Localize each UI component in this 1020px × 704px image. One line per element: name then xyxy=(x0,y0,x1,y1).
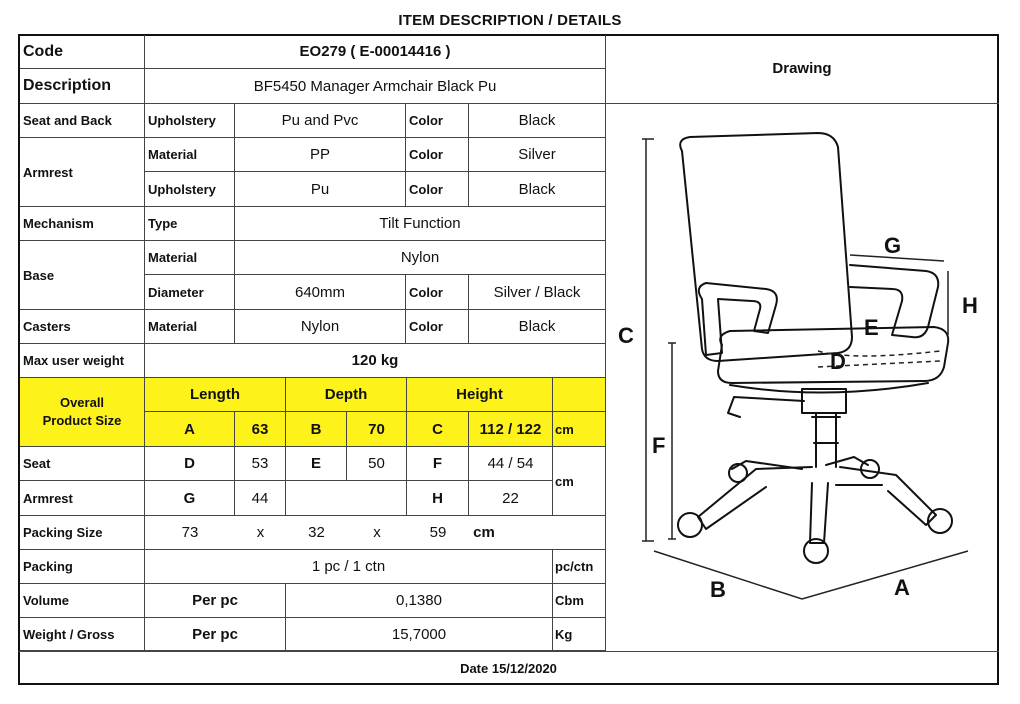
seat-e-label: E xyxy=(286,447,347,481)
armrest-upholstery-color: Black xyxy=(469,172,606,207)
drawing-title: Drawing xyxy=(605,34,999,104)
packing-size-length: 73 xyxy=(145,516,235,550)
overall-length-label: Length xyxy=(145,378,286,412)
drawing-letter-e: E xyxy=(864,315,879,340)
packing-size-unit: cm xyxy=(469,516,499,550)
base-label: Base xyxy=(20,241,145,310)
drawing-letter-h: H xyxy=(962,293,978,318)
seat-back-label: Seat and Back xyxy=(20,104,145,138)
overall-a-value: 63 xyxy=(235,412,286,447)
description-value: BF5450 Manager Armchair Black Pu xyxy=(145,69,606,104)
weight-unit: Kg xyxy=(553,618,606,651)
volume-unit: Cbm xyxy=(553,584,606,618)
armrest-upholstery-field: Upholstery xyxy=(145,172,235,207)
armrest-h-value: 22 xyxy=(469,481,553,516)
overall-b-value: 70 xyxy=(347,412,407,447)
chair-drawing xyxy=(606,105,998,651)
seat-back-field: Upholstery xyxy=(145,104,235,138)
drawing-letter-f: F xyxy=(652,433,666,458)
overall-depth-label: Depth xyxy=(286,378,407,412)
seat-f-label: F xyxy=(407,447,469,481)
volume-per: Per pc xyxy=(145,584,286,618)
packing-size-x1: x xyxy=(235,516,286,550)
armrest-label: Armrest xyxy=(20,138,145,207)
mechanism-value: Tilt Function xyxy=(235,207,606,241)
packing-size-filler xyxy=(499,516,606,550)
document-title: ITEM DESCRIPTION / DETAILS xyxy=(398,12,622,29)
packing-size-x2: x xyxy=(347,516,407,550)
casters-color: Black xyxy=(469,310,606,344)
mechanism-label: Mechanism xyxy=(20,207,145,241)
volume-value: 0,1380 xyxy=(286,584,553,618)
seat-back-value: Pu and Pvc xyxy=(235,104,406,138)
packing-unit: pc/ctn xyxy=(553,550,606,584)
packing-size-label: Packing Size xyxy=(20,516,145,550)
chair-caster-2 xyxy=(928,509,952,533)
chair-backrest xyxy=(680,133,852,361)
drawing-letter-a: A xyxy=(894,575,910,600)
casters-value: Nylon xyxy=(235,310,406,344)
armrest-material-color: Silver xyxy=(469,138,606,172)
base-color-label: Color xyxy=(406,275,469,310)
armrest-upholstery-value: Pu xyxy=(235,172,406,207)
chair-armrest-front xyxy=(699,283,777,355)
base-material-value: Nylon xyxy=(235,241,606,275)
seat-label: Seat xyxy=(20,447,145,481)
weight-label: Weight / Gross xyxy=(20,618,145,651)
overall-c-value: 112 / 122 xyxy=(469,412,553,447)
armrest-material-color-label: Color xyxy=(406,138,469,172)
overall-unit-header xyxy=(553,378,606,412)
seat-armrest-unit: cm xyxy=(553,447,606,516)
seat-back-color-label: Color xyxy=(406,104,469,138)
overall-height-label: Height xyxy=(407,378,553,412)
volume-label: Volume xyxy=(20,584,145,618)
armrest-material-value: PP xyxy=(235,138,406,172)
armrest-upholstery-color-label: Color xyxy=(406,172,469,207)
packing-size-width: 32 xyxy=(286,516,347,550)
seat-e-value: 50 xyxy=(347,447,407,481)
weight-per: Per pc xyxy=(145,618,286,651)
code-label: Code xyxy=(20,35,145,69)
overall-a-label: A xyxy=(145,412,235,447)
armrest-g-value: 44 xyxy=(235,481,286,516)
footer-date: Date 15/12/2020 xyxy=(18,651,999,685)
casters-label: Casters xyxy=(20,310,145,344)
drawing-letter-g: G xyxy=(884,233,902,258)
casters-field: Material xyxy=(145,310,235,344)
code-value: EO279 ( E-00014416 ) xyxy=(145,35,606,69)
seat-d-label: D xyxy=(145,447,235,481)
armrest-material-field: Material xyxy=(145,138,235,172)
armrest-g-label: G xyxy=(145,481,235,516)
packing-size-height: 59 xyxy=(407,516,469,550)
armrest-size-label: Armrest xyxy=(20,481,145,516)
chair-base xyxy=(698,457,936,543)
drawing-letter-b: B xyxy=(710,577,726,602)
base-color: Silver / Black xyxy=(469,275,606,310)
max-weight-value: 120 kg xyxy=(145,344,606,378)
drawing-letter-c: C xyxy=(618,323,634,348)
chair-caster-5 xyxy=(861,460,879,478)
seat-f-value: 44 / 54 xyxy=(469,447,553,481)
packing-label: Packing xyxy=(20,550,145,584)
description-label: Description xyxy=(20,69,145,104)
base-diameter-field: Diameter xyxy=(145,275,235,310)
drawing-letter-d: D xyxy=(830,349,846,374)
armrest-h-label: H xyxy=(407,481,469,516)
max-weight-label: Max user weight xyxy=(20,344,145,378)
armrest-empty-cell xyxy=(286,481,407,516)
overall-size-label: Overall Product Size xyxy=(20,378,145,447)
casters-color-label: Color xyxy=(406,310,469,344)
base-diameter-value: 640mm xyxy=(235,275,406,310)
base-material-field: Material xyxy=(145,241,235,275)
overall-b-label: B xyxy=(286,412,347,447)
chair-gas-lift xyxy=(812,413,840,467)
chair-caster-1 xyxy=(678,513,702,537)
overall-unit: cm xyxy=(553,412,606,447)
packing-value: 1 pc / 1 ctn xyxy=(145,550,553,584)
overall-c-label: C xyxy=(407,412,469,447)
seat-d-value: 53 xyxy=(235,447,286,481)
seat-back-color: Black xyxy=(469,104,606,138)
mechanism-field: Type xyxy=(145,207,235,241)
weight-value: 15,7000 xyxy=(286,618,553,651)
